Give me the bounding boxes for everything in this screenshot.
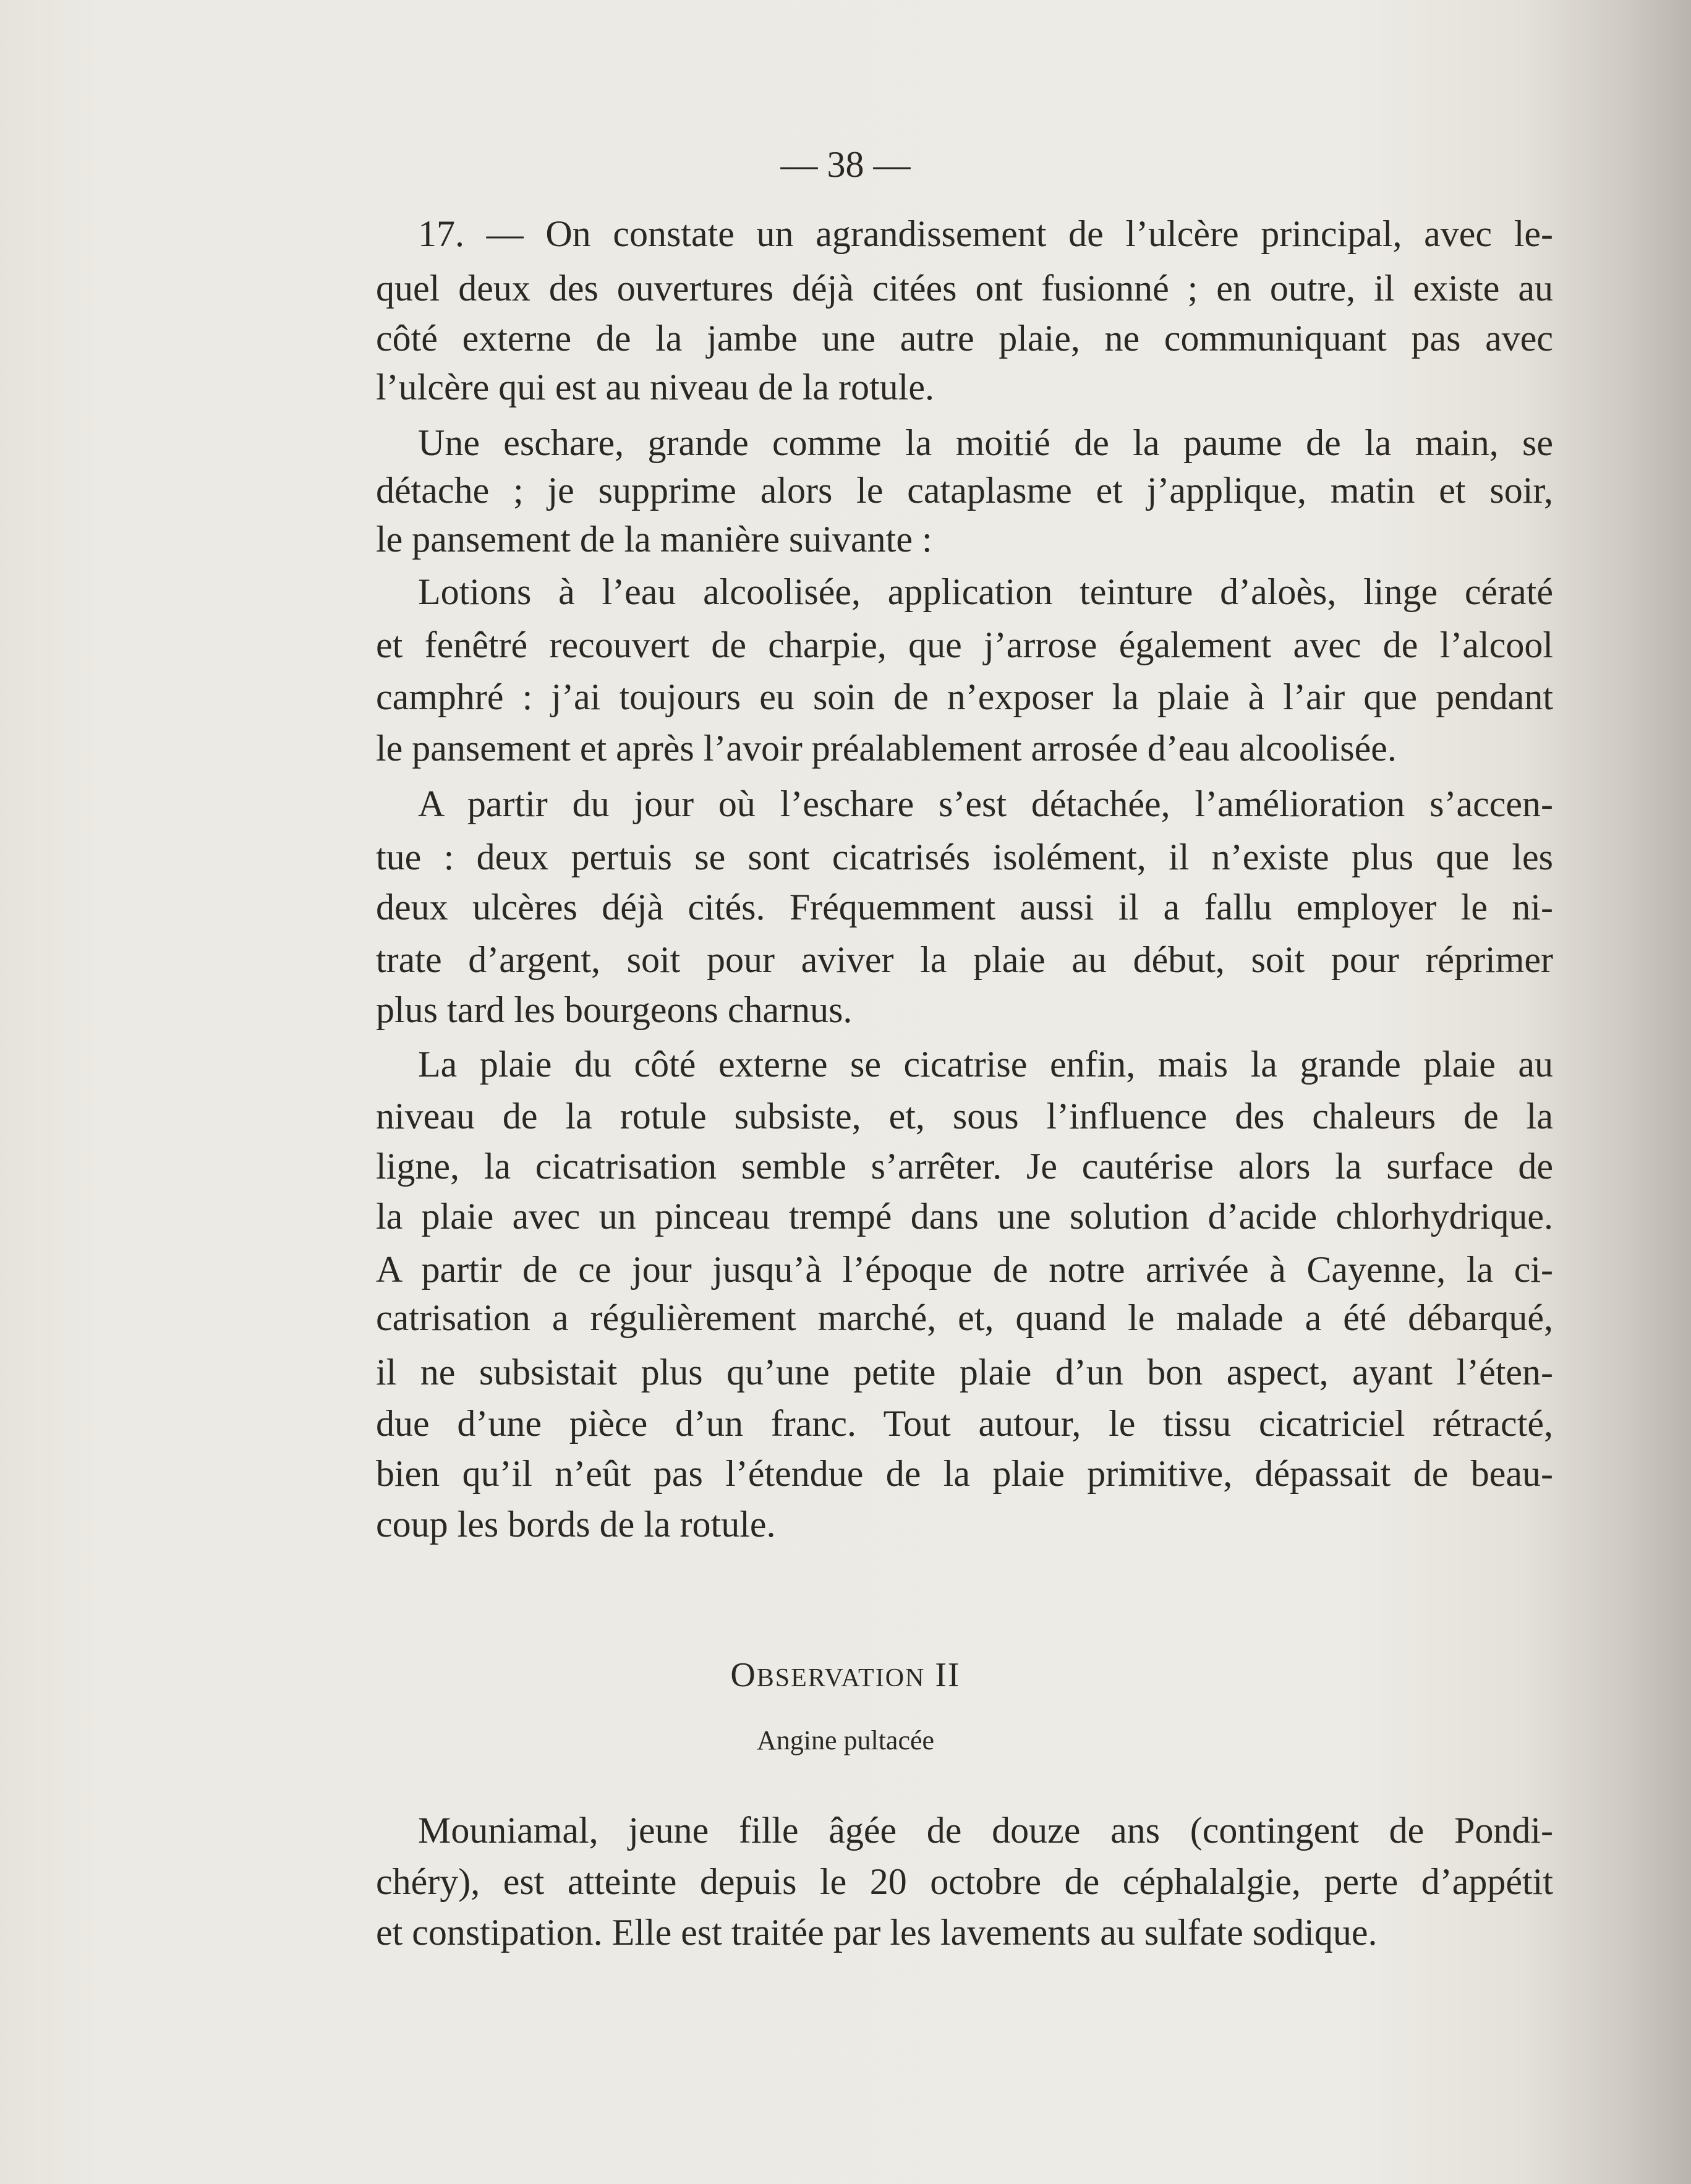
heading-smallcaps: BSERVATION <box>756 1664 926 1692</box>
section-heading <box>0 1650 1691 1704</box>
text-line: il ne subsistait plus qu’une petite plaie d’un bon aspect, ayant l’éten- <box>376 1352 1553 1393</box>
text-line: La plaie du côté externe se cicatrise enfin, mais la grande plaie au <box>418 1044 1553 1085</box>
heading-initial: O <box>730 1656 757 1694</box>
text-line: A partir de ce jour jusqu’à l’époque de notre arrivée à Cayenne, la ci- <box>376 1249 1553 1290</box>
text-line: bien qu’il n’eût pas l’étendue de la plaie primitive, dépassait de beau- <box>376 1453 1553 1494</box>
text-line: camphré : j’ai toujours eu soin de n’exposer la plaie à l’air que pendant <box>376 676 1553 717</box>
text-line: ligne, la cicatrisation semble s’arrêter. Je cautérise alors la surface de <box>376 1146 1553 1187</box>
text-line: coup les bords de la rotule. <box>376 1504 776 1545</box>
text-line: plus tard les bourgeons charnus. <box>376 989 853 1030</box>
text-line: le pansement de la manière suivante : <box>376 519 932 560</box>
text-line: 17. — On constate un agrandissement de l’ulcère principal, avec le- <box>418 213 1553 254</box>
text-line: tue : deux pertuis se sont cicatrisés isolément, il n’existe plus que les <box>376 837 1553 877</box>
text-line: côté externe de la jambe une autre plaie, ne communiquant pas avec <box>376 318 1553 359</box>
text-line: catrisation a régulièrement marché, et, quand le malade a été débarqué, <box>376 1297 1553 1338</box>
text-line: et fenêtré recouvert de charpie, que j’arrose également avec de l’alcool <box>376 625 1553 665</box>
text-line: la plaie avec un pinceau trempé dans une solution d’acide chlorhydrique. <box>376 1196 1553 1237</box>
text-line: niveau de la rotule subsiste, et, sous l’influence des chaleurs de la <box>376 1096 1553 1137</box>
text-line: due d’une pièce d’un franc. Tout autour, le tissu cicatriciel rétracté, <box>376 1403 1553 1444</box>
section-subtitle: Angine pultacée <box>756 1725 935 1755</box>
text-line: deux ulcères déjà cités. Fréquemment aussi il a fallu employer le ni- <box>376 887 1553 928</box>
text-line: le pansement et après l’avoir préalablement arrosée d’eau alcoolisée. <box>376 728 1397 769</box>
text-line: Mouniamal, jeune fille âgée de douze ans (contingent de Pondi- <box>418 1810 1553 1851</box>
text-line: trate d’argent, soit pour aviver la plaie au début, soit pour réprimer <box>376 939 1553 980</box>
page-number: — 38 — <box>780 144 911 185</box>
text-line: et constipation. Elle est traitée par les lavements au sulfate sodique. <box>376 1912 1378 1953</box>
text-line: chéry), est atteinte depuis le 20 octobre de céphalalgie, perte d’appétit <box>376 1861 1553 1902</box>
text-line: quel deux des ouvertures déjà citées ont fusionné ; en outre, il existe au <box>376 268 1553 309</box>
text-line: Lotions à l’eau alcoolisée, application teinture d’aloès, linge cératé <box>418 571 1553 612</box>
text-line: détache ; je supprime alors le cataplasme et j’applique, matin et soir, <box>376 470 1553 511</box>
heading-number: II <box>925 1656 961 1694</box>
text-line: Une eschare, grande comme la moitié de la paume de la main, se <box>418 422 1553 463</box>
text-line: A partir du jour où l’eschare s’est détachée, l’amélioration s’accen- <box>418 783 1553 824</box>
text-line: l’ulcère qui est au niveau de la rotule. <box>376 367 934 407</box>
